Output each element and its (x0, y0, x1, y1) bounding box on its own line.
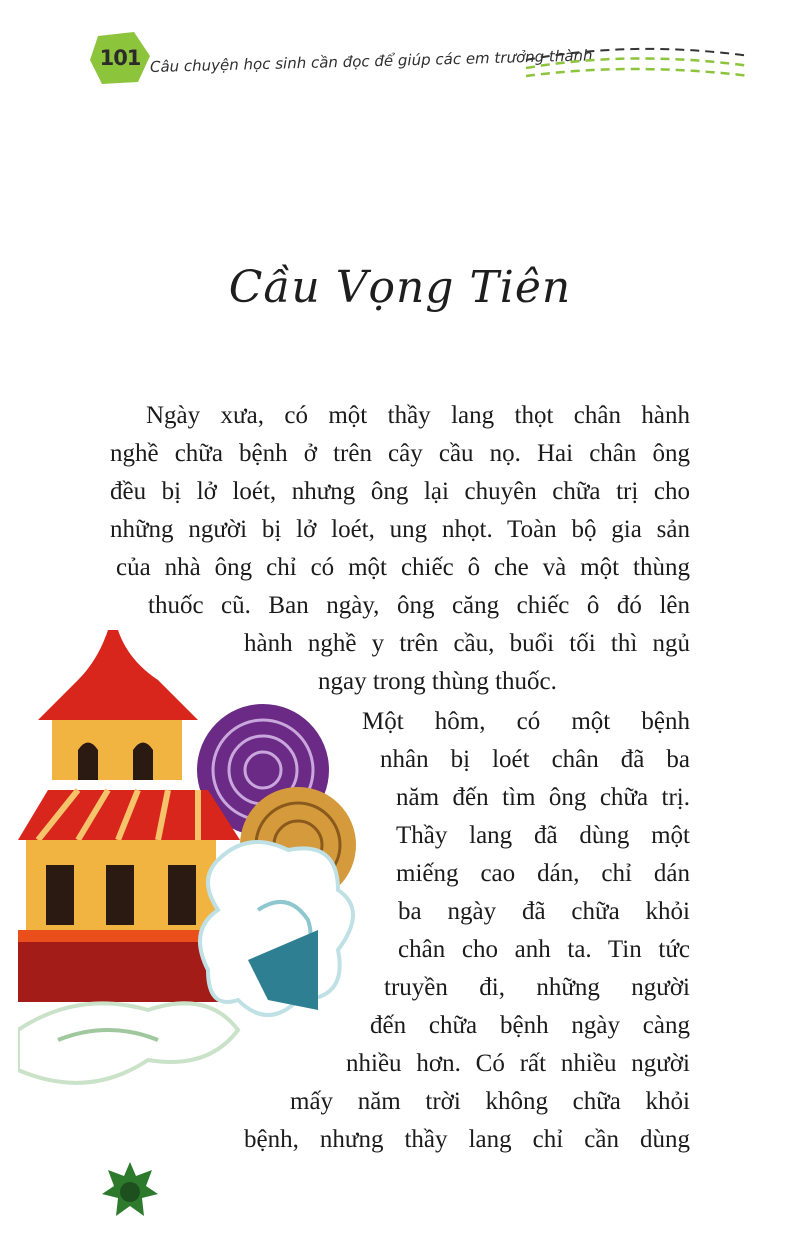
body-line-9: Một hôm, có một bệnh (362, 708, 690, 735)
body-line-1: Ngày xưa, có một thầy lang thọt chân hành (146, 402, 690, 429)
body-line-15: chân cho anh ta. Tin tức (398, 936, 690, 963)
page-number-badge (88, 30, 152, 86)
body-line-8: ngay trong thùng thuốc. (318, 668, 557, 695)
corner-starburst-icon (100, 1160, 160, 1220)
body-line-11: năm đến tìm ông chữa trị. (396, 784, 690, 811)
body-line-6: thuốc cũ. Ban ngày, ông căng chiếc ô đó lên (148, 592, 690, 619)
body-line-5: của nhà ông chỉ có một chiếc ô che và một thùng (116, 554, 690, 581)
body-line-16: truyền đi, những người (384, 974, 690, 1001)
story-title: Cầu Vọng Tiên (228, 262, 572, 313)
body-line-12: Thầy lang đã dùng một (396, 822, 690, 849)
body-line-2: nghề chữa bệnh ở trên cây cầu nọ. Hai chân ông (110, 440, 690, 467)
body-line-20: bệnh, nhưng thầy lang chỉ cần dùng (244, 1126, 690, 1153)
decorative-dashes (522, 44, 752, 84)
pagoda-illustration (18, 630, 398, 1110)
body-line-14: ba ngày đã chữa khỏi (398, 898, 690, 925)
body-line-10: nhân bị loét chân đã ba (380, 746, 690, 773)
page-number: 101 (99, 46, 141, 70)
body-line-4: những người bị lở loét, ung nhọt. Toàn bộ gia sản (110, 516, 690, 543)
body-line-7: hành nghề y trên cầu, buổi tối thì ngủ (244, 630, 690, 657)
series-title: Câu chuyện học sinh cần đọc để giúp các em trưởng thành (149, 46, 593, 76)
body-line-18: nhiều hơn. Có rất nhiều người (346, 1050, 690, 1077)
body-line-3: đều bị lở loét, nhưng ông lại chuyên chữa trị cho (110, 478, 690, 505)
body-line-17: đến chữa bệnh ngày càng (370, 1012, 690, 1039)
body-line-19: mấy năm trời không chữa khỏi (290, 1088, 690, 1115)
body-line-13: miếng cao dán, chỉ dán (396, 860, 690, 887)
